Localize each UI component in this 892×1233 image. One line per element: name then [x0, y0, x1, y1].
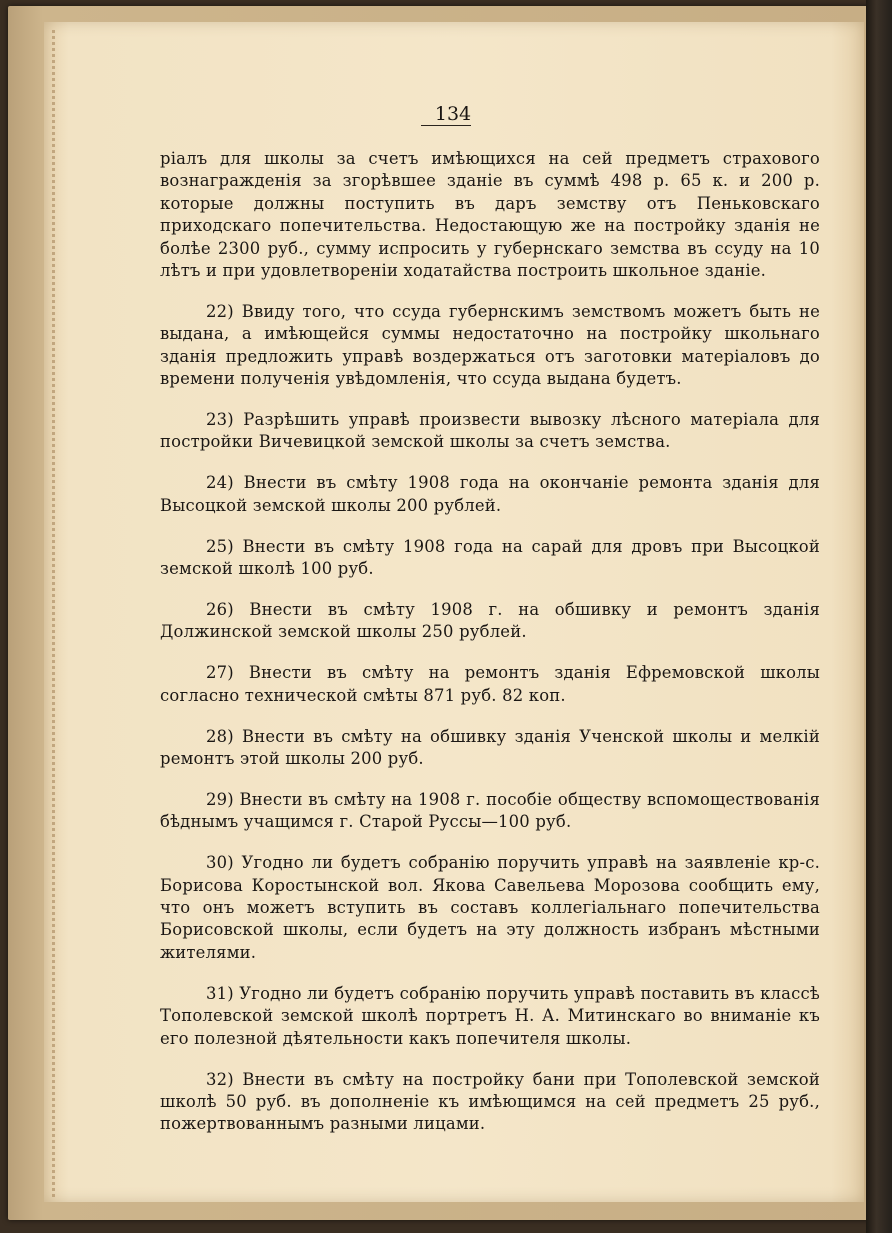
- page-edge-shadow: [866, 0, 892, 1233]
- binding-stitch-line: [52, 30, 55, 1198]
- body-text: [160, 148, 820, 1154]
- paragraph-item-25: 25) Внести въ смѣту 1908 года на сарай для дровъ при Высоцкой земской школѣ 100 руб.: [160, 536, 820, 579]
- page-number: [0, 103, 892, 125]
- page-number-text: 134: [421, 103, 471, 126]
- paragraph-item-24: 24) Внести въ смѣту 1908 года на окончаніе ремонта зданія для Высоцкой земской школы 200 рублей.: [160, 473, 820, 515]
- paragraph-item-31: 31) Угодно ли будетъ собранію поручить управѣ поставить въ классѣ Тополевской земской школѣ портретъ Н. А. Митинскаго во вниманіе къ его полезной дѣятельности какъ попечителя школы.: [160, 983, 820, 1048]
- paragraph-item-32: 32) Внести въ смѣту на постройку бани при Тополевской земской школѣ 50 руб. въ дополненіе къ имѣющимся на сей предметъ 25 руб., пожертвованнымъ разными лицами.: [160, 1069, 820, 1134]
- paragraph-item-22: 22) Ввиду того, что ссуда губернскимъ земствомъ можетъ быть не выдана, а имѣющейся суммы недостаточно на постройку школьнаго зданія предложить управѣ воздержаться отъ заготовки матеріаловъ до времени полученія увѣдомленія, что ссуда выдана будетъ.: [160, 301, 820, 389]
- paragraph-item-26: 26) Внести въ смѣту 1908 г. на обшивку и ремонтъ зданія Должинской земской школы 250 рублей.: [160, 600, 820, 642]
- paragraph-item-23: 23) Разрѣшить управѣ произвести вывозку лѣсного матеріала для постройки Вичевицкой земской школы за счетъ земства.: [160, 410, 820, 452]
- paragraph-item-28: 28) Внести въ смѣту на обшивку зданія Ученской школы и мелкій ремонтъ этой школы 200 руб.: [160, 726, 820, 769]
- paragraph-item-29: 29) Внести въ смѣту на 1908 г. пособіе обществу вспомоществованія бѣднымъ учащимся г. Старой Руссы—100 руб.: [160, 789, 820, 832]
- paragraph-item-27: 27) Внести въ смѣту на ремонтъ зданія Ефремовской школы согласно технической смѣты 871 руб. 82 коп.: [160, 663, 820, 705]
- paragraph-continuation: ріалъ для школы за счетъ имѣющихся на сей предметъ страхового вознагражденія за згорѣвшее зданіе въ суммѣ 498 р. 65 к. и 200 р. которые должны поступить въ даръ земству отъ Пеньковскаго приходскаго попечительства. Недостающую же на постройку зданія не болѣе 2300 руб., сумму испросить у губернскаго земства въ ссуду на 10 лѣтъ и при удовлетвореніи ходатайства построить школьное зданіе.: [160, 149, 820, 281]
- paragraph-item-30: 30) Угодно ли будетъ собранію поручить управѣ на заявленіе кр-с. Борисова Коростынской вол. Якова Савельева Морозова сообщить ему, что онъ можетъ вступить въ составъ коллегіальнаго попечительства Борисовской школы, если будетъ на эту должность избранъ мѣстными жителями.: [160, 853, 820, 962]
